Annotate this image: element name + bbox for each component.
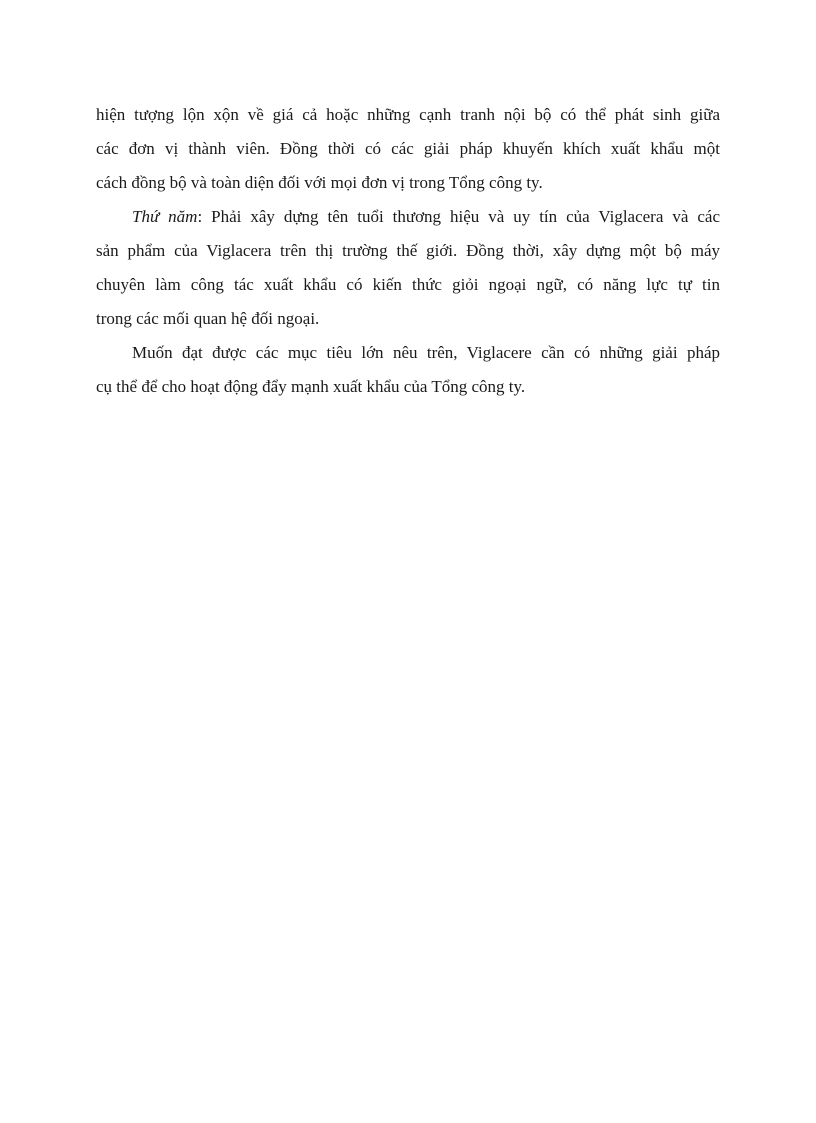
text-line: sản phẩm của Viglacera trên thị trường thế giới. Đồng thời, xây dựng một bộ máy	[96, 241, 720, 260]
text-line	[96, 202, 720, 236]
text-line: cụ thể để cho hoạt động đẩy mạnh xuất khẩu của Tổng công ty.	[96, 377, 526, 396]
paragraph-conclusion	[96, 338, 720, 406]
text-line: cách đồng bộ và toàn diện đối với mọi đơn vị trong Tổng công ty.	[96, 173, 543, 192]
line-rest: : Phải xây dựng tên tuổi thương hiệu và uy tín của Viglacera và các	[197, 207, 720, 226]
text-line: trong các mối quan hệ đối ngoại.	[96, 309, 320, 328]
paragraph-thu-nam	[96, 202, 720, 338]
text-line: các đơn vị thành viên. Đồng thời có các giải pháp khuyến khích xuất khẩu một	[96, 139, 720, 158]
text-line: chuyên làm công tác xuất khẩu có kiến thức giỏi ngoại ngữ, có năng lực tự tin	[96, 275, 720, 294]
text-line: Muốn đạt được các mục tiêu lớn nêu trên, Viglacere cần có những giải pháp	[132, 343, 720, 362]
italic-lead-term: Thứ năm	[132, 207, 198, 226]
paragraph-continuation	[96, 100, 720, 202]
body-text	[96, 100, 720, 406]
text-line: hiện tượng lộn xộn về giá cả hoặc những cạnh tranh nội bộ có thể phát sinh giữa	[96, 105, 720, 124]
